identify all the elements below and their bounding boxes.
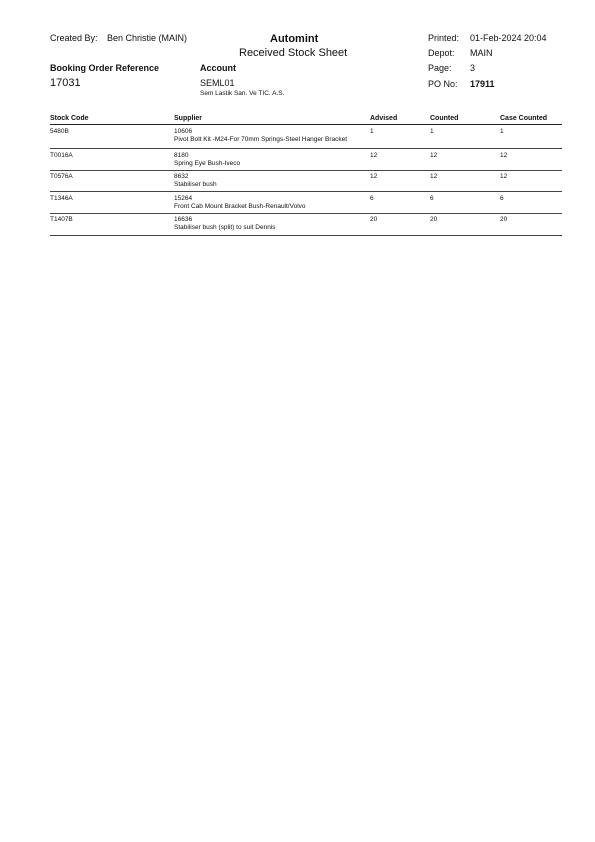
row-case-counted: 12 <box>500 173 508 180</box>
printed-label: Printed: <box>428 33 460 43</box>
row-advised: 1 <box>370 128 374 135</box>
booking-ref-value: 17031 <box>50 77 81 89</box>
row-advised: 12 <box>370 152 378 159</box>
row-stock-code: T0016A <box>50 152 73 159</box>
depot-value: MAIN <box>470 48 493 58</box>
col-case-counted: Case Counted <box>500 115 548 122</box>
row-case-counted: 12 <box>500 152 508 159</box>
row-description: Stabiliser bush <box>174 181 217 188</box>
col-advised: Advised <box>370 115 398 122</box>
row-description: Pivot Bolt Kit -M24-For 70mm Springs-Steel Hanger Bracket <box>174 136 348 143</box>
row-advised: 20 <box>370 216 378 223</box>
row-description: Stabiliser bush (split) to suit Dennis <box>174 224 276 231</box>
page-label: Page: <box>428 63 452 73</box>
page-value: 3 <box>470 63 476 73</box>
row-counted: 12 <box>430 152 438 159</box>
account-name: Sem Lastik San. Ve TIC. A.S. <box>200 90 285 97</box>
table-row <box>50 126 562 148</box>
row-counted: 12 <box>430 173 438 180</box>
table-row <box>50 193 562 215</box>
col-supplier: Supplier <box>174 115 203 122</box>
row-counted: 6 <box>430 195 434 202</box>
row-description: Front Cab Mount Bracket Bush-Renault/Volvo <box>174 203 306 210</box>
row-supplier: 8632 <box>174 173 189 180</box>
row-supplier: 10606 <box>174 128 193 135</box>
depot-label: Depot: <box>428 48 455 58</box>
table-row <box>50 171 562 193</box>
table-row <box>50 214 562 236</box>
row-supplier: 16636 <box>174 216 193 223</box>
row-stock-code: 5480B <box>50 128 69 135</box>
company-name: Automint <box>270 33 319 45</box>
row-stock-code: T1346A <box>50 195 73 202</box>
booking-ref-label: Booking Order Reference <box>50 63 160 73</box>
row-case-counted: 1 <box>500 128 504 135</box>
account-label: Account <box>200 63 236 73</box>
created-by-label: Created By: <box>50 33 98 43</box>
row-case-counted: 6 <box>500 195 504 202</box>
created-by-value: Ben Christie (MAIN) <box>107 33 188 43</box>
account-code: SEML01 <box>200 78 235 88</box>
row-stock-code: T0576A <box>50 173 73 180</box>
header-divider <box>50 124 562 125</box>
row-divider <box>50 191 562 192</box>
po-label: PO No: <box>428 79 458 89</box>
row-supplier: 15264 <box>174 195 193 202</box>
printed-value: 01-Feb-2024 20:04 <box>470 33 547 43</box>
row-counted: 20 <box>430 216 438 223</box>
row-advised: 12 <box>370 173 378 180</box>
row-divider <box>50 148 562 149</box>
row-case-counted: 20 <box>500 216 508 223</box>
col-counted: Counted <box>430 115 459 122</box>
row-advised: 6 <box>370 195 374 202</box>
row-counted: 1 <box>430 128 434 135</box>
po-value: 17911 <box>470 79 495 89</box>
row-divider <box>50 235 562 236</box>
sheet-title: Received Stock Sheet <box>239 47 348 59</box>
table-row <box>50 150 562 172</box>
row-supplier: 8180 <box>174 152 189 159</box>
row-description: Spring Eye Bush-Iveco <box>174 160 241 167</box>
col-stock-code: Stock Code <box>50 115 89 122</box>
row-stock-code: T1407B <box>50 216 73 223</box>
